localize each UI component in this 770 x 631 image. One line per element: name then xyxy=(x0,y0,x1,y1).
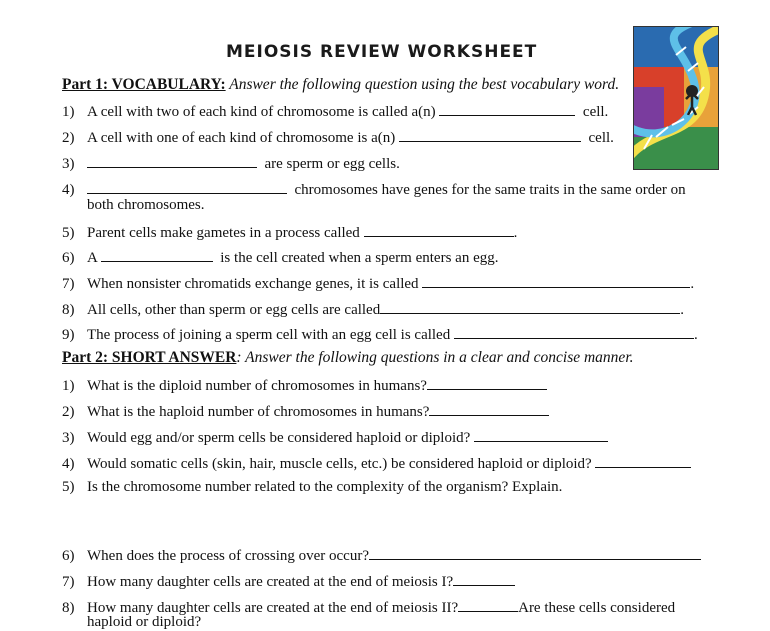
answer-blank[interactable] xyxy=(454,324,694,339)
answer-blank[interactable] xyxy=(399,127,581,142)
short-answer-item-7: 7) How many daughter cells are created at the end of meiosis I? xyxy=(62,571,515,591)
part1-heading xyxy=(62,76,619,94)
vocab-item-8: 8) All cells, other than sperm or egg cells are called . xyxy=(62,299,684,319)
answer-blank[interactable] xyxy=(458,597,518,612)
short-answer-item-1: 1) What is the diploid number of chromosomes in humans? xyxy=(62,375,547,395)
answer-blank[interactable] xyxy=(364,222,514,237)
vocab-item-4-continued: both chromosomes. xyxy=(87,197,205,213)
page-title: MEIOSIS REVIEW WORKSHEET xyxy=(226,42,538,62)
vocab-item-6: 6) A is the cell created when a sperm enters an egg. xyxy=(62,247,498,267)
vocab-item-3: 3) are sperm or egg cells. xyxy=(62,153,400,173)
answer-blank[interactable] xyxy=(369,545,701,560)
short-answer-item-6: 6) When does the process of crossing over occur? xyxy=(62,545,701,565)
answer-blank[interactable] xyxy=(101,247,213,262)
part1-heading-label: Part 1: VOCABULARY: xyxy=(62,76,226,93)
short-answer-item-8: 8) How many daughter cells are created at the end of meiosis II? Are these cells considered xyxy=(62,597,675,617)
answer-blank[interactable] xyxy=(427,375,547,390)
part1-instruction: Answer the following question using the best vocabulary word. xyxy=(225,76,620,93)
vocab-item-7: 7) When nonsister chromatids exchange genes, it is called . xyxy=(62,273,694,293)
short-answer-item-4: 4) Would somatic cells (skin, hair, muscle cells, etc.) be considered haploid or diploid? xyxy=(62,453,691,473)
vocab-item-5: 5) Parent cells make gametes in a process called . xyxy=(62,222,517,242)
answer-blank[interactable] xyxy=(429,401,549,416)
part2-heading xyxy=(62,349,634,367)
short-answer-item-3: 3) Would egg and/or sperm cells be considered haploid or diploid? xyxy=(62,427,608,447)
answer-blank[interactable] xyxy=(439,101,575,116)
vocab-item-1: 1) A cell with two of each kind of chromosome is called a(n) cell. xyxy=(62,101,608,121)
short-answer-item-5: 5) Is the chromosome number related to the complexity of the organism? Explain. xyxy=(62,479,563,495)
answer-blank[interactable] xyxy=(453,571,515,586)
answer-blank[interactable] xyxy=(422,273,690,288)
vocab-item-4: 4) chromosomes have genes for the same traits in the same order on xyxy=(62,179,686,199)
vocab-item-2: 2) A cell with one of each kind of chromosome is a(n) cell. xyxy=(62,127,614,147)
answer-blank[interactable] xyxy=(474,427,608,442)
part2-instruction: : Answer the following questions in a clear and concise manner. xyxy=(236,349,634,366)
answer-blank[interactable] xyxy=(595,453,691,468)
answer-blank[interactable] xyxy=(87,153,257,168)
short-answer-item-2: 2) What is the haploid number of chromosomes in humans? xyxy=(62,401,549,421)
short-answer-item-8-continued: haploid or diploid? xyxy=(87,614,202,630)
answer-blank[interactable] xyxy=(380,299,680,314)
part2-heading-label: Part 2: SHORT ANSWER xyxy=(62,349,237,366)
answer-blank[interactable] xyxy=(87,179,287,194)
dna-illustration xyxy=(633,26,719,170)
vocab-item-9: 9) The process of joining a sperm cell with an egg cell is called . xyxy=(62,324,698,344)
